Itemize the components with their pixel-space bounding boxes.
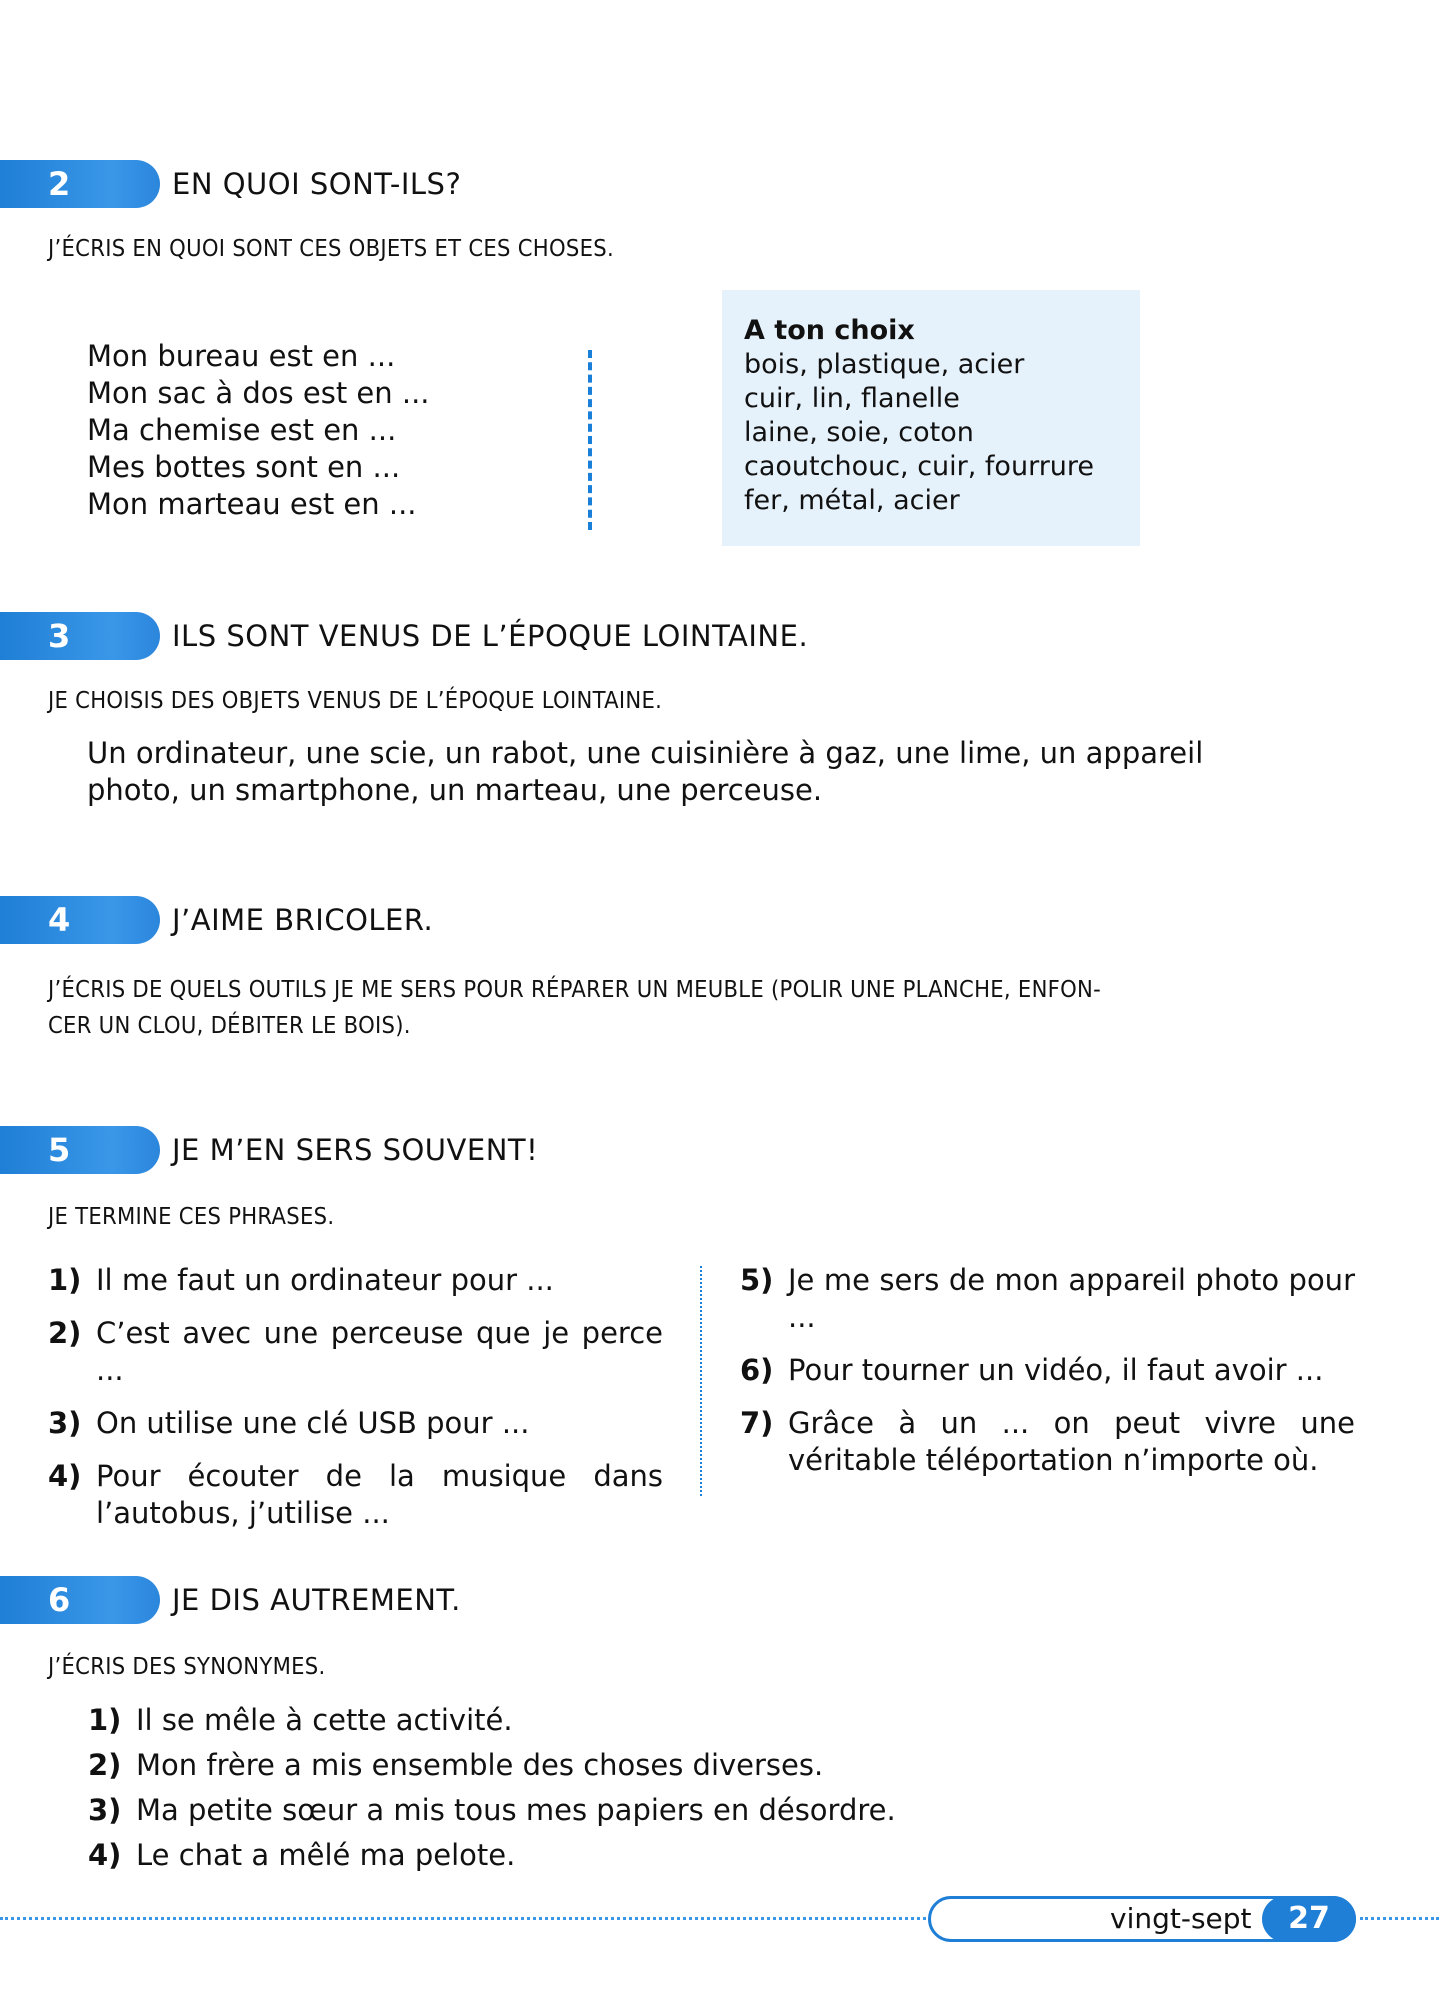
item-text: Je me sers de mon appareil photo pour ...: [788, 1263, 1355, 1334]
object-list: [87, 735, 1203, 809]
sentence-list-right: [740, 1262, 1355, 1495]
list-item: [88, 1747, 988, 1784]
choice-item: fer, métal, acier: [744, 485, 960, 516]
list-item: [48, 1458, 663, 1532]
exercise-number-badge: 5: [0, 1126, 160, 1174]
list-item: [88, 1702, 988, 1739]
item-number: 4): [88, 1838, 122, 1872]
item-text: Mon frère a mis ensemble des choses diverses.: [136, 1748, 824, 1782]
instruction-line: J’ÉCRIS DE QUELS OUTILS JE ME SERS POUR RÉPARER UN MEUBLE (POLIR UNE PLANCHE, ENFON-: [48, 977, 1102, 1003]
column-divider: [700, 1266, 702, 1496]
item-number: 4): [48, 1459, 82, 1493]
exercise-number-badge: 2: [0, 160, 160, 208]
exercise-number-badge: 6: [0, 1576, 160, 1624]
item-number: 6): [740, 1353, 774, 1387]
item-text: On utilise une clé USB pour ...: [96, 1406, 530, 1440]
list-item: [48, 1315, 663, 1389]
list-item: [740, 1262, 1355, 1336]
exercise-instruction: [48, 972, 1101, 1044]
text-line: Un ordinateur, une scie, un rabot, une cuisinière à gaz, une lime, un appareil: [87, 736, 1204, 770]
exercise-number-badge: 3: [0, 612, 160, 660]
item-number: 1): [88, 1703, 122, 1737]
item-number: 5): [740, 1263, 774, 1297]
item-text: Il se mêle à cette activité.: [136, 1703, 513, 1737]
list-item: [48, 1405, 663, 1442]
exercise-number-badge: 4: [0, 896, 160, 944]
sentence: Mon marteau est en ...: [87, 487, 417, 521]
exercise-6-header: [0, 1576, 1200, 1624]
page-number-words: vingt-sept: [1110, 1902, 1252, 1935]
list-item: [740, 1352, 1355, 1389]
list-item: [740, 1405, 1355, 1479]
item-text: Le chat a mêlé ma pelote.: [136, 1838, 516, 1872]
exercise-3-header: [0, 612, 1200, 660]
item-number: 1): [48, 1263, 82, 1297]
footer-dotted-line-right: [1360, 1917, 1439, 1920]
exercise-4-header: [0, 896, 1200, 944]
sentence: Mon bureau est en ...: [87, 339, 396, 373]
exercise-title: EN QUOI SONT-ILS?: [172, 167, 462, 201]
exercise-title: JE M’EN SERS SOUVENT!: [172, 1133, 539, 1167]
sentence-list-left: [48, 1262, 663, 1548]
choice-heading: A ton choix: [744, 315, 915, 346]
exercise-title: J’AIME BRICOLER.: [172, 903, 434, 937]
item-number: 2): [88, 1748, 122, 1782]
item-text: Il me faut un ordinateur pour ...: [96, 1263, 554, 1297]
text-line: photo, un smartphone, un marteau, une perceuse.: [87, 773, 823, 807]
exercise-instruction: JE CHOISIS DES OBJETS VENUS DE L’ÉPOQUE LOINTAINE.: [48, 688, 663, 714]
list-item: [88, 1837, 988, 1874]
exercise-title: JE DIS AUTREMENT.: [172, 1583, 461, 1617]
page-number: 27: [1262, 1896, 1356, 1942]
item-text: Ma petite sœur a mis tous mes papiers en désordre.: [136, 1793, 896, 1827]
choice-item: bois, plastique, acier: [744, 349, 1025, 380]
sentence: Mes bottes sont en ...: [87, 450, 401, 484]
choice-item: caoutchouc, cuir, fourrure: [744, 451, 1095, 482]
sentence: Ma chemise est en ...: [87, 413, 397, 447]
list-item: [88, 1792, 988, 1829]
item-number: 2): [48, 1316, 82, 1350]
exercise-2-header: [0, 160, 1200, 208]
synonym-list: [88, 1702, 988, 1882]
list-item: [48, 1262, 663, 1299]
choice-item: cuir, lin, flanelle: [744, 383, 960, 414]
item-number: 3): [88, 1793, 122, 1827]
sentence: Mon sac à dos est en ...: [87, 376, 430, 410]
choice-list: [744, 314, 1094, 518]
exercise-instruction: J’ÉCRIS EN QUOI SONT CES OBJETS ET CES CHOSES.: [48, 236, 614, 262]
exercise-instruction: J’ÉCRIS DES SYNONYMES.: [48, 1654, 326, 1680]
column-divider: [588, 350, 592, 530]
footer-dotted-line-left: [0, 1917, 926, 1920]
sentence-list: [87, 338, 430, 523]
item-text: C’est avec une perceuse que je perce ...: [96, 1316, 663, 1387]
exercise-title: ILS SONT VENUS DE L’ÉPOQUE LOINTAINE.: [172, 619, 809, 653]
instruction-line: CER UN CLOU, DÉBITER LE BOIS).: [48, 1013, 411, 1039]
item-text: Grâce à un ... on peut vivre une véritable téléportation n’importe où.: [788, 1406, 1355, 1477]
exercise-instruction: JE TERMINE CES PHRASES.: [48, 1204, 335, 1230]
item-text: Pour tourner un vidéo, il faut avoir ...: [788, 1353, 1324, 1387]
exercise-5-header: [0, 1126, 1200, 1174]
choice-item: laine, soie, coton: [744, 417, 974, 448]
item-text: Pour écouter de la musique dans l’autobus, j’utilise ...: [96, 1459, 663, 1530]
item-number: 3): [48, 1406, 82, 1440]
item-number: 7): [740, 1406, 774, 1440]
